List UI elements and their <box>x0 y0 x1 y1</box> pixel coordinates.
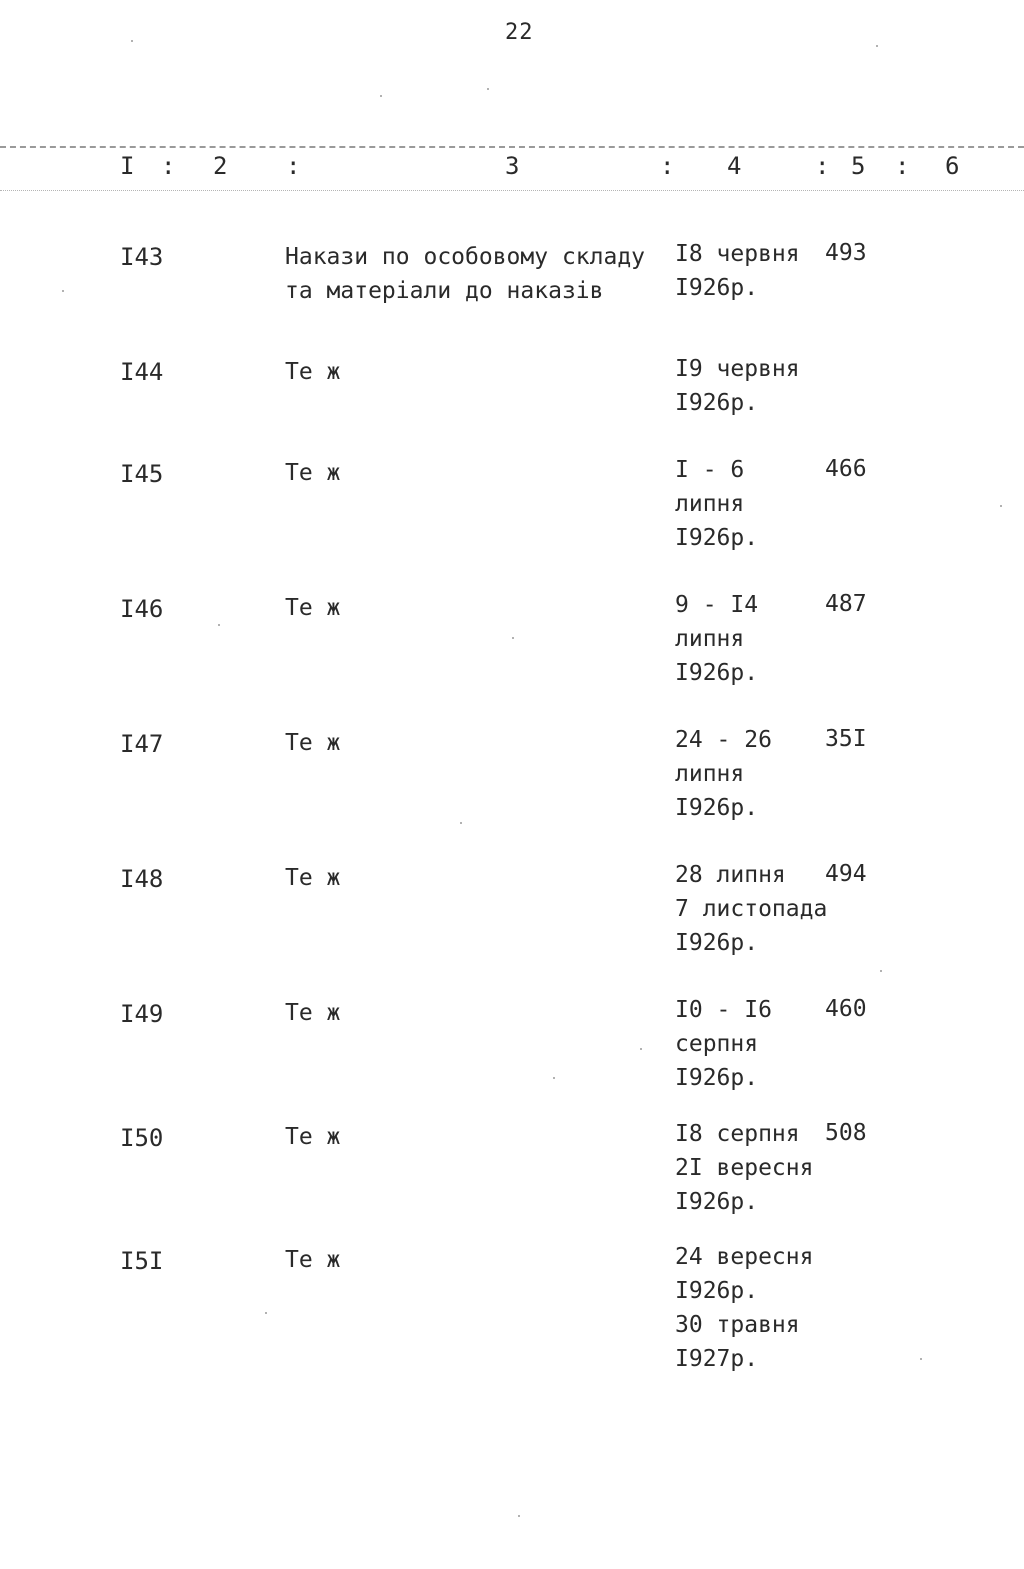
case-number: I46 <box>120 595 164 623</box>
column-separator: : <box>660 152 675 180</box>
scan-speck <box>265 1312 267 1314</box>
column-header-3: 3 <box>505 152 520 180</box>
case-date <box>675 1117 813 1219</box>
case-title-line: Те ж <box>285 1124 341 1150</box>
case-date <box>675 1240 813 1376</box>
case-date-line: 30 травня <box>675 1312 800 1338</box>
case-title-line: Те ж <box>285 865 341 891</box>
case-date-line: липня <box>675 626 745 652</box>
column-header-6: 6 <box>945 152 960 180</box>
page-number: 22 <box>505 20 534 45</box>
case-title-line: та матеріали до наказів <box>285 278 604 304</box>
case-date-line: I926р. <box>675 660 759 686</box>
case-title-line: Те ж <box>285 595 341 621</box>
case-date-line: 28 липня <box>675 862 786 888</box>
scan-speck <box>553 1077 555 1079</box>
scan-speck <box>512 637 514 639</box>
case-date-line: I927р. <box>675 1346 759 1372</box>
case-title-line: Накази по особовому складу <box>285 244 646 270</box>
case-number: I48 <box>120 865 164 893</box>
case-title <box>285 1243 340 1277</box>
scan-speck <box>218 624 220 626</box>
case-date-line: I926р. <box>675 930 759 956</box>
sheet-count: 460 <box>825 996 867 1022</box>
case-date-line: I926р. <box>675 795 759 821</box>
scan-speck <box>1000 505 1002 507</box>
case-date-line: I9 червня <box>675 356 800 382</box>
scan-speck <box>880 970 882 972</box>
case-date-line: I926р. <box>675 1065 759 1091</box>
case-date <box>675 588 758 690</box>
case-date-line: I - 6 <box>675 457 745 483</box>
case-date-line: I926р. <box>675 1189 759 1215</box>
case-date-line: I926р. <box>675 1278 759 1304</box>
case-title-line: Те ж <box>285 1247 341 1273</box>
case-title <box>285 355 340 389</box>
case-date <box>675 352 800 420</box>
sheet-count: 493 <box>825 240 867 266</box>
case-date-line: I926р. <box>675 275 759 301</box>
case-title <box>285 861 340 895</box>
case-date-line: I926р. <box>675 525 759 551</box>
header-bottom-rule <box>0 190 1024 191</box>
column-header-4: 4 <box>727 152 742 180</box>
case-number: I5I <box>120 1247 164 1275</box>
case-number: I43 <box>120 243 164 271</box>
header-top-rule <box>0 146 1024 148</box>
column-header-2: 2 <box>213 152 228 180</box>
case-date <box>675 453 758 555</box>
case-date-line: 7 листопада <box>675 896 828 922</box>
scan-speck <box>487 88 489 90</box>
case-date-line: 24 вересня <box>675 1244 814 1270</box>
case-date-line: I0 - I6 <box>675 997 772 1023</box>
case-title <box>285 726 340 760</box>
case-title-line: Те ж <box>285 460 341 486</box>
sheet-count: 494 <box>825 861 867 887</box>
case-date-line: липня <box>675 491 745 517</box>
case-date <box>675 237 800 305</box>
case-date-line: серпня <box>675 1031 759 1057</box>
case-date <box>675 858 827 960</box>
column-separator: : <box>815 152 830 180</box>
sheet-count: 487 <box>825 591 867 617</box>
scan-speck <box>460 822 462 824</box>
column-header-5: 5 <box>851 152 866 180</box>
case-date <box>675 993 772 1095</box>
sheet-count: 466 <box>825 456 867 482</box>
case-title-line: Те ж <box>285 730 341 756</box>
case-number: I44 <box>120 358 164 386</box>
case-date-line: 9 - I4 <box>675 592 759 618</box>
case-number: I50 <box>120 1124 164 1152</box>
scan-speck <box>380 95 382 97</box>
case-date-line: I8 серпня <box>675 1121 800 1147</box>
case-number: I49 <box>120 1000 164 1028</box>
case-title <box>285 1120 340 1154</box>
scan-speck <box>131 40 133 42</box>
case-date-line: липня <box>675 761 745 787</box>
column-separator: : <box>161 152 176 180</box>
scan-speck <box>876 45 878 47</box>
case-date-line: I8 червня <box>675 241 800 267</box>
case-date-line: 2I вересня <box>675 1155 814 1181</box>
case-number: I47 <box>120 730 164 758</box>
column-header-1: I <box>120 152 135 180</box>
case-title <box>285 591 340 625</box>
case-title <box>285 996 340 1030</box>
scan-speck <box>62 290 64 292</box>
scan-speck <box>640 1048 642 1050</box>
column-separator: : <box>895 152 910 180</box>
column-separator: : <box>286 152 301 180</box>
case-date <box>675 723 772 825</box>
sheet-count: 508 <box>825 1120 867 1146</box>
case-date-line: 24 - 26 <box>675 727 772 753</box>
case-title <box>285 456 340 490</box>
case-title <box>285 240 645 308</box>
case-date-line: I926р. <box>675 390 759 416</box>
case-title-line: Те ж <box>285 1000 341 1026</box>
sheet-count: 35I <box>825 726 867 752</box>
scan-speck <box>920 1358 922 1360</box>
case-number: I45 <box>120 460 164 488</box>
case-title-line: Те ж <box>285 359 341 385</box>
scan-speck <box>518 1515 520 1517</box>
